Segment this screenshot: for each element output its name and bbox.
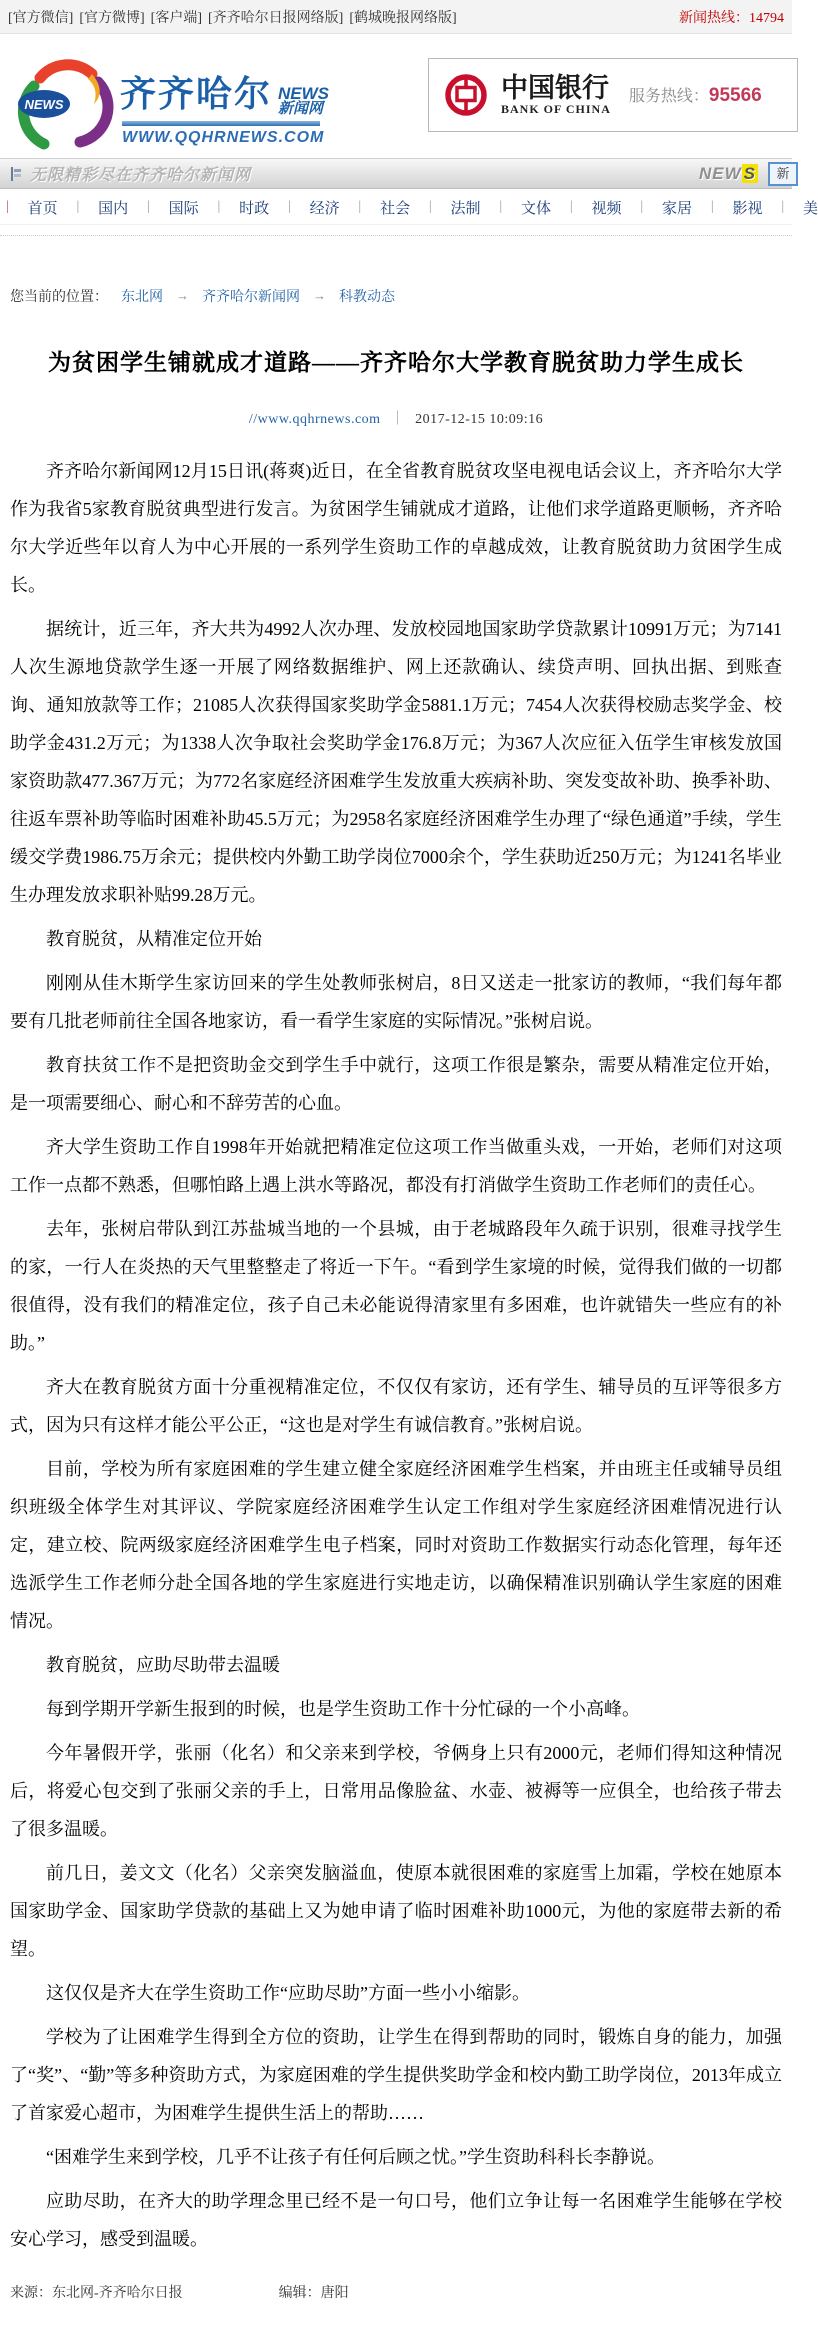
banner-news-logo: NEW S	[698, 163, 756, 183]
banner-news-highlight: S	[743, 163, 756, 183]
footer-editor-value: 唐阳	[320, 2285, 349, 2301]
article-paragraph: 刚刚从佳木斯学生家访回来的学生处教师张树启，8日又送走一批家访的教师，“我们每年都要有几批老师前往全国各地家访，看一看学生家庭的实际情况。”张树启说。	[10, 972, 782, 1031]
article-title: 为贫困学生铺就成才道路——齐齐哈尔大学教育脱贫助力学生成长	[48, 350, 744, 375]
bank-of-china-logo-icon	[443, 72, 489, 118]
bank-name-en: BANK OF CHINA	[501, 102, 611, 117]
article-paragraph: 齐大学生资助工作自1998年开始就把精准定位这项工作当做重头戏，一开始，老师们对这项工作一点都不熟悉，但哪怕路上遇上洪水等路况，都没有打消做学生资助工作老师们的责任心。	[10, 1136, 782, 1195]
breadcrumb-link-category[interactable]: 科教动态	[339, 290, 395, 305]
footer-source-label: 来源：	[10, 2285, 52, 2301]
article-paragraph: 今年暑假开学，张丽（化名）和父亲来到学校，爷俩身上只有2000元，老师们得知这种情况后，将爱心包交到了张丽父亲的手上，日常用品像脸盆、水壶、被褥等一应俱全，也给孩子带去了很多温暖。	[10, 1742, 782, 1839]
article-body	[10, 452, 782, 2258]
logo-site-name: 齐齐哈尔	[120, 73, 273, 114]
dotted-divider	[0, 235, 792, 236]
site-header	[0, 34, 792, 152]
article-paragraph: 目前，学校为所有家庭困难的学生建立健全家庭经济困难学生档案，并由班主任或辅导员组织班级全体学生对其评议、学院家庭经济困难学生认定工作组对学生家庭经济困难情况进行认定，建立校、院两级家庭经济困难学生电子档案，同时对资助工作数据实行动态化管理，每年还选派学生工作老师分赴全国各地的学生家庭进行实地走访，以确保精准识别确认学生家庭的困难情况。	[10, 1458, 782, 1631]
article-paragraph: “困难学生来到学校，几乎不让孩子有任何后顾之忧。”学生资助科科长李静说。	[46, 2146, 665, 2167]
logo-news-cn: 新闻网	[278, 101, 324, 117]
nav-item-economy[interactable]: 经济	[309, 200, 340, 217]
nav-item-world[interactable]: 国际	[168, 200, 199, 217]
banner-slogan-text: 无限精彩尽在齐齐哈尔新闻网	[30, 167, 252, 184]
breadcrumb	[0, 286, 792, 306]
article-paragraph: 教育扶贫工作不是把资助金交到学生手中就行，这项工作很是繁杂，需要从精准定位开始，是一项需要细心、耐心和不辞劳苦的心血。	[10, 1054, 782, 1113]
top-utility-bar	[0, 0, 792, 34]
bank-service-number: 95566	[708, 85, 762, 106]
news-hotline: 新闻热线：14794	[679, 10, 784, 26]
bank-of-china-ad-banner[interactable]	[428, 58, 798, 132]
article-paragraph: 齐齐哈尔新闻网12月15日讯(蒋爽)近日，在全省教育脱贫攻坚电视电话会议上，齐齐哈尔大学作为我省5家教育脱贫典型进行发言。为贫困学生铺就成才道路，让他们求学道路更顺畅，齐齐哈尔大学近些年以育人为中心开展的一系列学生资助工作的卓越成效，让教育脱贫助力贫困学生成长。	[10, 460, 782, 595]
article-paragraph: 前几日，姜文文（化名）父亲突发脑溢血，使原本就很困难的家庭雪上加霜，学校在她原本国家助学金、国家助学贷款的基础上又为她申请了临时困难补助1000元，为他的家庭带去新的希望。	[10, 1862, 782, 1959]
breadcrumb-label: 您当前的位置：	[10, 290, 108, 305]
footer-source	[10, 2282, 183, 2302]
article-footer	[0, 2276, 792, 2328]
article-source-link[interactable]: //www.qqhrnews.com	[248, 411, 381, 427]
breadcrumb-arrow-icon: →	[176, 288, 189, 303]
svg-text:NEWS: NEWS	[24, 97, 64, 112]
nav-item-society[interactable]: 社会	[380, 200, 411, 217]
topbar-link-daily-web-edition[interactable]: [齐齐哈尔日报网络版]	[207, 10, 344, 26]
nav-item-video[interactable]: 视频	[591, 200, 622, 217]
nav-item-home-living[interactable]: 家居	[662, 200, 693, 217]
nav-item-culture-sports[interactable]: 文体	[521, 200, 552, 217]
article	[0, 348, 792, 2258]
topbar-link-app[interactable]: [客户端]	[150, 10, 202, 26]
article-subhead: 教育脱贫，应助尽助带去温暖	[46, 1654, 280, 1675]
meta-separator: ｜	[390, 411, 406, 427]
breadcrumb-arrow-icon: →	[313, 288, 326, 303]
article-paragraph: 据统计，近三年，齐大共为4992人次办理、发放校园地国家助学贷款累计10991万元；为7141人次生源地贷款学生逐一开展了网络数据维护、网上还款确认、续贷声明、回执出据、到账查询、通知放款等工作；21085人次获得国家奖助学金5881.1万元；7454人次获得校励志奖学金、校助学金431.2万元；为1338人次争取社会奖助学金176.8万元；为367人次应征入伍学生审核发放国家资助款477.367万元；为772名家庭经济困难学生发放重大疾病补助、突发变故补助、换季补助、往返车票补助等临时困难补助45.5万元；为2958名家庭经济困难学生办理了“绿色通道”手续，学生缓交学费1986.75万余元；提供校内外勤工助学岗位7000余个，学生获助近250万元；为1241名毕业生办理发放求职补贴99.28万元。	[10, 618, 782, 905]
slogan-banner	[0, 158, 792, 189]
nav-item-food-clipped[interactable]: 美	[802, 200, 818, 217]
banner-flag-icon	[10, 167, 22, 181]
main-navigation: | 首页 | 国内 | 国际 | 时政 | 经济 | 社会 | 法制 | 文体 | 视频 | 家居 | 影视 | 美	[0, 189, 792, 225]
nav-item-home[interactable]: 首页	[27, 200, 58, 217]
footer-editor-label: 编辑：	[278, 2285, 321, 2301]
article-subhead: 教育脱贫，从精准定位开始	[46, 928, 262, 949]
article-paragraph: 这仅仅是齐大在学生资助工作“应助尽助”方面一些小小缩影。	[46, 1982, 530, 2003]
logo-site-url: WWW.QQHRNEWS.COM	[122, 129, 325, 146]
topbar-link-wechat[interactable]: [官方微信]	[8, 10, 74, 26]
bank-name-cn: 中国银行	[501, 72, 609, 103]
logo-news-en: NEWS	[278, 84, 330, 103]
article-paragraph: 去年，张树启带队到江苏盐城当地的一个县城，由于老城路段年久疏于识别，很难寻找学生的家，一行人在炎热的天气里整整走了将近一下午。“看到学生家境的时候，觉得我们做的一切都很值得，没有我们的精准定位，孩子自己未必能说得清家里有多困难，也许就错失一些应有的补助。”	[10, 1218, 782, 1353]
logo-text	[120, 66, 329, 147]
banner-corner-button[interactable]: 新	[768, 162, 798, 186]
article-paragraph: 应助尽助，在齐大的助学理念里已经不是一句口号，他们立争让每一名困难学生能够在学校安心学习，感受到温暖。	[10, 2190, 782, 2249]
bank-service-label: 服务热线：	[628, 88, 709, 105]
breadcrumb-link-qqhrnews[interactable]: 齐齐哈尔新闻网	[202, 290, 300, 305]
article-paragraph: 学校为了让困难学生得到全方位的资助，让学生在得到帮助的同时，锻炼自身的能力，加强了“奖”、“勤”等多种资助方式，为家庭困难的学生提供奖助学金和校内勤工助学岗位，2013年成立了首家爱心超市，为困难学生提供生活上的帮助……	[10, 2026, 782, 2123]
logo-swirl-icon	[14, 52, 114, 156]
nav-item-politics[interactable]: 时政	[239, 200, 270, 217]
article-meta	[10, 408, 782, 428]
topbar-link-weibo[interactable]: [官方微博]	[79, 10, 145, 26]
logo-underline-bar	[122, 121, 320, 126]
footer-editor	[279, 2282, 349, 2302]
site-logo[interactable]	[14, 52, 329, 156]
nav-item-law[interactable]: 法制	[450, 200, 481, 217]
article-paragraph: 齐大在教育脱贫方面十分重视精准定位，不仅仅有家访，还有学生、辅导员的互评等很多方式，因为只有这样才能公平公正，“这也是对学生有诚信教育。”张树启说。	[10, 1376, 782, 1435]
footer-source-value: 东北网-齐齐哈尔日报	[52, 2285, 183, 2301]
breadcrumb-link-dbw[interactable]: 东北网	[121, 290, 163, 305]
article-paragraph: 每到学期开学新生报到的时候，也是学生资助工作十分忙碌的一个小高峰。	[46, 1698, 640, 1719]
nav-item-movies[interactable]: 影视	[732, 200, 763, 217]
article-datetime: 2017-12-15 10:09:16	[415, 411, 544, 427]
topbar-link-evening-web-edition[interactable]: [鹤城晚报网络版]	[349, 10, 457, 26]
nav-item-china[interactable]: 国内	[98, 200, 129, 217]
